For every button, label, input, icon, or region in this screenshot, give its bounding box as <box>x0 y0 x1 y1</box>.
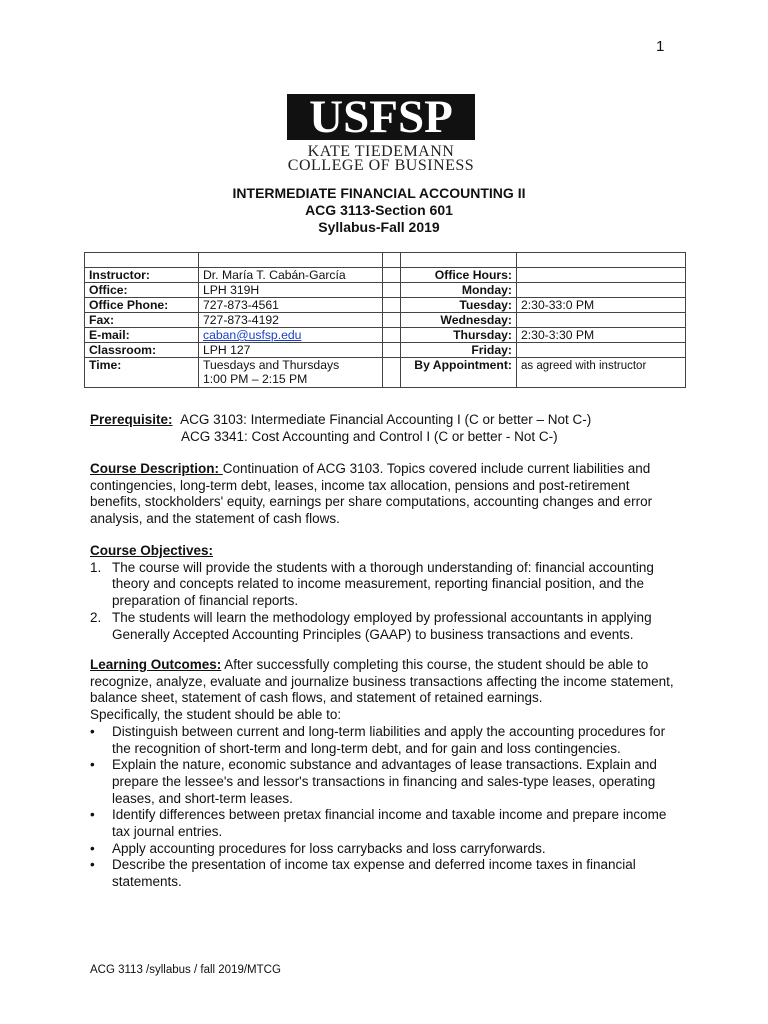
list-item <box>90 807 680 840</box>
list-item <box>90 610 680 643</box>
objective-text: The course will provide the students with a thorough understanding of: financial accounting theory and concepts related to income measurement, reporting financial position, and the preparation of financial reports. <box>112 559 654 609</box>
logo-subtitle-line2: COLLEGE OF BUSINESS <box>287 157 475 174</box>
office-phone-label: Office Phone: <box>85 298 199 313</box>
prerequisite-section <box>90 412 680 445</box>
outcomes-list <box>90 724 680 891</box>
time-hours: 1:00 PM – 2:15 PM <box>203 372 308 386</box>
usfsp-logo <box>287 91 475 174</box>
prerequisite-line2: ACG 3341: Cost Accounting and Control I (C or better - Not C-) <box>181 428 558 444</box>
bullet-icon: • <box>90 840 95 856</box>
wednesday-label: Wednesday: <box>401 313 517 328</box>
office-hours-label: Office Hours: <box>401 268 517 283</box>
objective-number: 2. <box>90 609 102 625</box>
email-link[interactable]: caban@usfsp.edu <box>199 328 383 343</box>
time-label: Time: <box>85 358 199 388</box>
learning-outcomes-heading: Learning Outcomes: <box>90 657 222 672</box>
instructor-info-table <box>84 252 686 388</box>
course-description-text: Continuation of ACG 3103. Topics covered include current liabilities and contingencies, long-term debt, leases, income tax allocation, pensions and post-retirement benefits, stockholders' equity, earnings per share computations, accounting changes and error analysis, and the statement of cash flows. <box>90 461 653 527</box>
table-row <box>85 358 686 388</box>
objective-number: 1. <box>90 559 102 575</box>
email-label: E-mail: <box>85 328 199 343</box>
course-title: INTERMEDIATE FINANCIAL ACCOUNTING II <box>232 185 526 201</box>
course-section: ACG 3113-Section 601 <box>305 202 453 218</box>
wednesday-value <box>517 313 686 328</box>
time-days: Tuesdays and Thursdays <box>203 358 340 372</box>
instructor-label: Instructor: <box>85 268 199 283</box>
instructor-value: Dr. María T. Cabán-García <box>199 268 383 283</box>
objective-text: The students will learn the methodology employed by professional accountants in applying Generally Accepted Accounting Principles (GAAP) to business transactions and events. <box>112 609 652 642</box>
thursday-value: 2:30-3:30 PM <box>517 328 686 343</box>
page-footer: ACG 3113 /syllabus / fall 2019/MTCG <box>90 964 281 976</box>
outcome-text: Apply accounting procedures for loss carrybacks and loss carryforwards. <box>112 840 546 856</box>
list-item <box>90 841 680 858</box>
course-objectives-section <box>90 543 680 643</box>
course-objectives-heading: Course Objectives: <box>90 543 214 558</box>
objectives-list <box>90 560 680 644</box>
monday-value <box>517 283 686 298</box>
list-item <box>90 857 680 890</box>
prerequisite-heading: Prerequisite: <box>90 412 173 427</box>
office-label: Office: <box>85 283 199 298</box>
outcome-text: Describe the presentation of income tax expense and deferred income taxes in financial statements. <box>112 857 636 890</box>
table-row <box>85 328 686 343</box>
time-value <box>199 358 383 388</box>
document-title <box>0 185 758 236</box>
thursday-label: Thursday: <box>401 328 517 343</box>
list-item <box>90 560 680 610</box>
logo-subtitle <box>287 145 475 173</box>
list-item <box>90 757 680 807</box>
outcome-text: Distinguish between current and long-term liabilities and apply the accounting procedures for the recognition of short-term and long-term debt, and for gain and loss contingencies. <box>112 723 666 756</box>
friday-value <box>517 343 686 358</box>
table-row <box>85 313 686 328</box>
table-row <box>85 283 686 298</box>
outcome-text: Identify differences between pretax financial income and taxable income and prepare income tax journal entries. <box>112 807 667 840</box>
fax-label: Fax: <box>85 313 199 328</box>
bullet-icon: • <box>90 857 95 873</box>
table-row <box>85 268 686 283</box>
learning-outcomes-section <box>90 657 680 891</box>
syllabus-term: Syllabus-Fall 2019 <box>318 219 440 235</box>
bullet-icon: • <box>90 757 95 773</box>
logo-subtitle-line1: KATE TIEDEMANN <box>307 143 455 160</box>
course-description-section <box>90 461 680 528</box>
bullet-icon: • <box>90 723 95 739</box>
list-item <box>90 724 680 757</box>
monday-label: Monday: <box>401 283 517 298</box>
classroom-value: LPH 127 <box>199 343 383 358</box>
tuesday-label: Tuesday: <box>401 298 517 313</box>
prerequisite-line1: ACG 3103: Intermediate Financial Accounting I (C or better – Not C-) <box>180 412 592 427</box>
by-appointment-value: as agreed with instructor <box>517 358 686 388</box>
table-row <box>85 343 686 358</box>
tuesday-value: 2:30-33:0 PM <box>517 298 686 313</box>
fax-value: 727-873-4192 <box>199 313 383 328</box>
learning-outcomes-intro: After successfully completing this course, the student should be able to recognize, analyze, evaluate and journalize business transactions affecting the income statement, balance sheet, statement of cash flows, and statement of retained earnings. <box>90 657 674 706</box>
bullet-icon: • <box>90 807 95 823</box>
logo-wordmark: USFSP <box>287 94 475 140</box>
friday-label: Friday: <box>401 343 517 358</box>
classroom-label: Classroom: <box>85 343 199 358</box>
table-row <box>85 298 686 313</box>
office-phone-value: 727-873-4561 <box>199 298 383 313</box>
learning-outcomes-specifically: Specifically, the student should be able to: <box>90 707 342 723</box>
by-appointment-label: By Appointment: <box>401 358 517 388</box>
office-value: LPH 319H <box>199 283 383 298</box>
outcome-text: Explain the nature, economic substance and advantages of lease transactions. Explain and prepare the lessee's and lessor's transactions in financing and sales-type leases, operating leases, and short-term leases. <box>112 757 657 806</box>
table-row <box>85 253 686 268</box>
course-description-heading: Course Description: <box>90 461 223 476</box>
page-number: 1 <box>656 38 665 55</box>
